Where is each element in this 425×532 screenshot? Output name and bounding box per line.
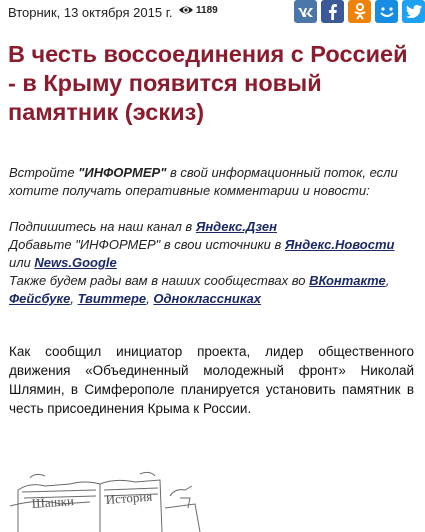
article-date: Вторник, 13 октября 2015 г. bbox=[8, 5, 173, 20]
separator: , bbox=[146, 291, 154, 306]
dzen-line-text: Подпишитесь на наш канал в bbox=[9, 219, 196, 234]
odnoklassniki-icon bbox=[354, 3, 366, 20]
communities-line-text: Также будем рады вам в наших сообществах во bbox=[9, 273, 310, 288]
top-bar bbox=[0, 0, 425, 30]
sketch-drawing bbox=[0, 468, 425, 532]
informer-brand: "ИНФОРМЕР" bbox=[78, 165, 167, 180]
twitter-icon bbox=[406, 5, 422, 18]
odnoklassniki-link[interactable]: Одноклассниках bbox=[153, 291, 262, 306]
informer-intro bbox=[9, 164, 419, 200]
article-body: Как сообщил инициатор проекта, лидер общественного движения «Объединенный молодежный фронт» Николай Шлямин, в Симферополе планируется установить памятник в честь присоединения Крыма к России. bbox=[9, 344, 414, 416]
vkontakte-link[interactable]: ВКонтакте bbox=[309, 273, 386, 288]
gnews-line-text: или bbox=[9, 255, 35, 270]
facebook-share-button[interactable] bbox=[321, 0, 344, 23]
vk-icon bbox=[298, 7, 314, 17]
sketch-label-2: История bbox=[105, 488, 153, 507]
social-share-bar bbox=[294, 0, 425, 23]
facebook-icon bbox=[328, 4, 338, 20]
odnoklassniki-share-button[interactable] bbox=[348, 0, 371, 23]
yandex-dzen-link[interactable]: Яндекс.Дзен bbox=[195, 219, 277, 234]
google-news-link[interactable]: News.Google bbox=[34, 255, 117, 270]
informer-intro-text-a: Встройте bbox=[9, 165, 79, 180]
separator: , bbox=[385, 273, 390, 288]
view-count bbox=[196, 5, 218, 16]
monument-sketch-image bbox=[0, 468, 425, 532]
eye-icon bbox=[178, 4, 194, 16]
yandex-news-link[interactable]: Яндекс.Новости bbox=[284, 237, 395, 252]
moimir-icon bbox=[379, 6, 395, 18]
informer-intro-text-b: в свой информационный поток, если хотите получать оперативные комментарии и новости: bbox=[9, 165, 398, 198]
ynews-line-text: Добавьте "ИНФОРМЕР" в свои источники в bbox=[9, 237, 285, 252]
informer-links bbox=[9, 218, 419, 308]
twitter-share-button[interactable] bbox=[402, 0, 425, 23]
facebook-link[interactable]: Фейсбуке bbox=[9, 291, 71, 306]
article-title: В честь воссоединения с Россией - в Крыму появится новый памятник (эскиз) bbox=[8, 41, 408, 125]
twitter-link[interactable]: Твиттере bbox=[77, 291, 147, 306]
moimir-share-button[interactable] bbox=[375, 0, 398, 23]
separator: , bbox=[70, 291, 78, 306]
vk-share-button[interactable] bbox=[294, 0, 317, 23]
informer-promo-block bbox=[9, 164, 419, 326]
view-count-value: 1189 bbox=[196, 5, 218, 16]
sketch-label-1: Шашки bbox=[31, 493, 75, 511]
